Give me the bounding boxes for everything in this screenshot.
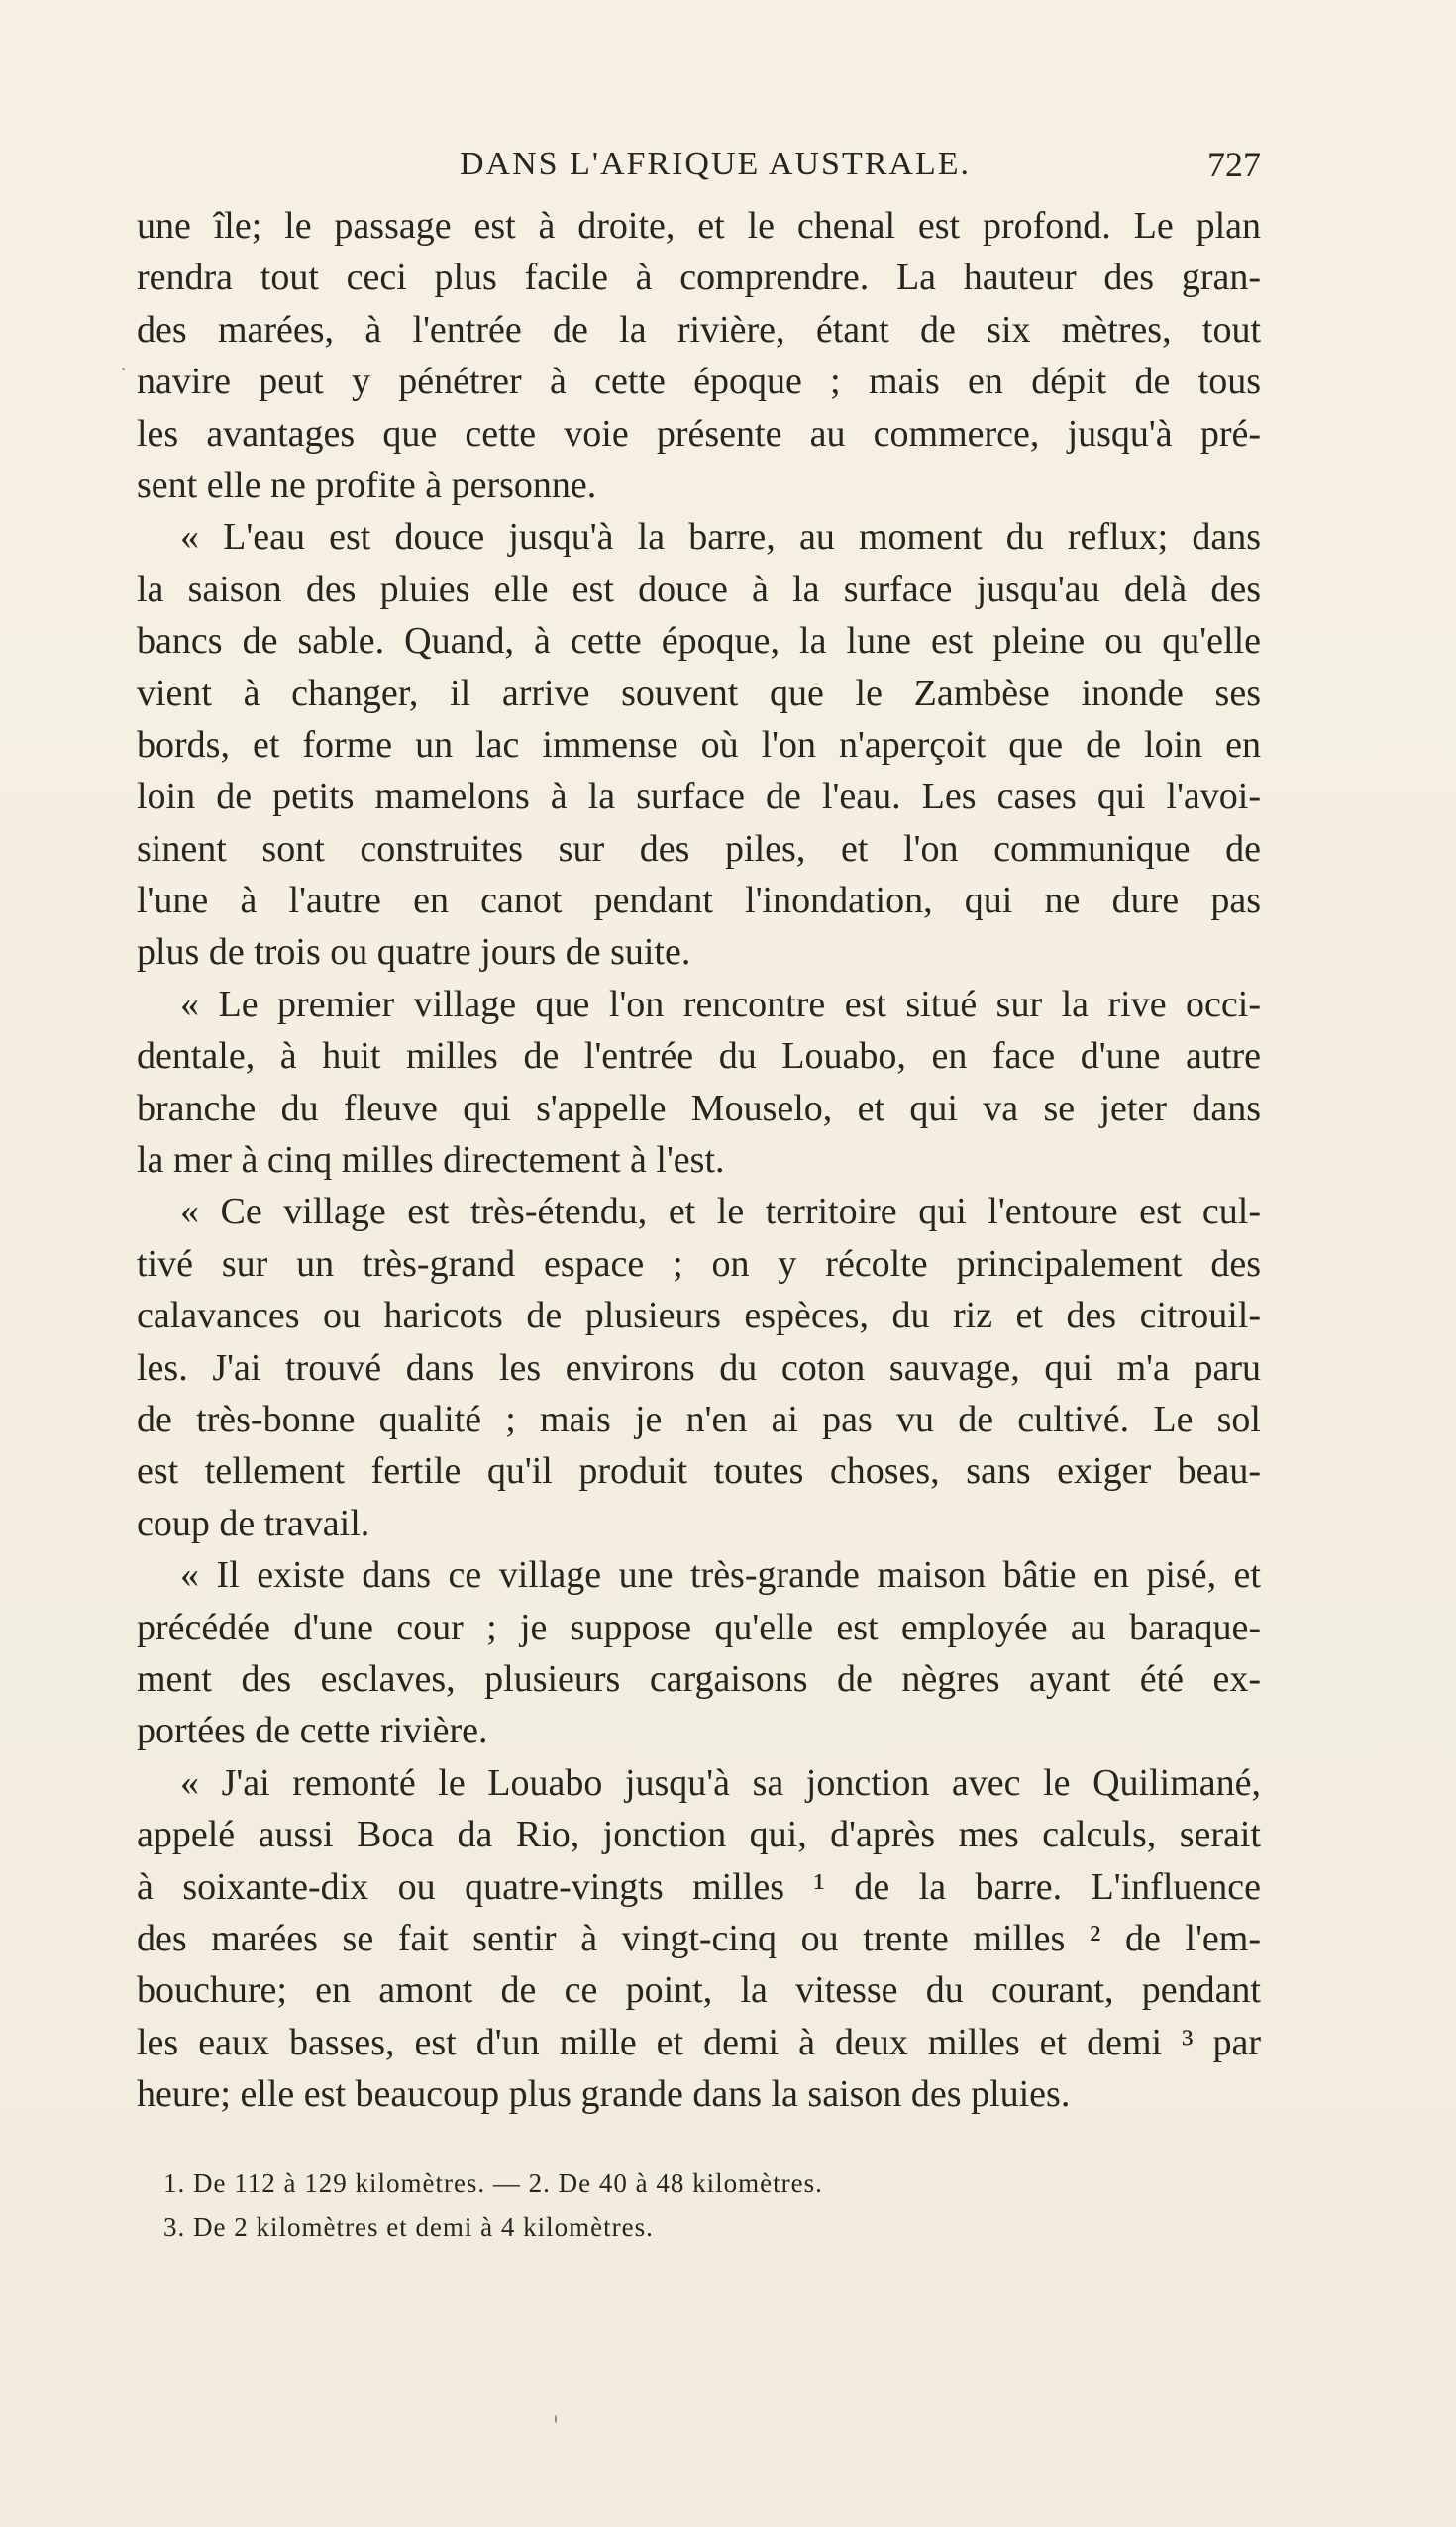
text-line: « Il existe dans ce village une très-grande maison bâtie en pisé, et <box>180 1554 1261 1597</box>
footnote: 1. De 112 à 129 kilomètres. — 2. De 40 à 48 kilomètres. <box>163 2168 823 2198</box>
text-line: calavances ou haricots de plusieurs espèces, du riz et des citrouil- <box>137 1295 1261 1337</box>
text-line: une île; le passage est à droite, et le chenal est profond. Le plan <box>137 205 1261 247</box>
paper-speck <box>122 368 125 370</box>
text-line: branche du fleuve qui s'appelle Mouselo, et qui va se jeter dans <box>137 1087 1261 1129</box>
text-line: l'une à l'autre en canot pendant l'inondation, qui ne dure pas <box>137 880 1261 922</box>
text-line: plus de trois ou quatre jours de suite. <box>137 931 691 974</box>
text-line: navire peut y pénétrer à cette époque ; mais en dépit de tous <box>137 361 1261 403</box>
text-line: sent elle ne profite à personne. <box>137 464 597 506</box>
text-line: dentale, à huit milles de l'entrée du Louabo, en face d'une autre <box>137 1035 1261 1078</box>
text-line: tivé sur un très-grand espace ; on y récolte principalement des <box>137 1242 1261 1285</box>
text-line: les avantages que cette voie présente au commerce, jusqu'à pré- <box>137 412 1261 455</box>
paper-speck <box>555 2415 557 2423</box>
running-title: DANS L'AFRIQUE AUSTRALE. <box>460 146 971 182</box>
text-line: loin de petits mamelons à la surface de l'eau. Les cases qui l'avoi- <box>137 776 1261 818</box>
text-line: coup de travail. <box>137 1502 370 1544</box>
text-line: ment des esclaves, plusieurs cargaisons de nègres ayant été ex- <box>137 1657 1261 1700</box>
text-line: la saison des pluies elle est douce à la surface jusqu'au delà des <box>137 568 1261 610</box>
text-line: bords, et forme un lac immense où l'on n'aperçoit que de loin en <box>137 723 1261 766</box>
text-line: bancs de sable. Quand, à cette époque, la lune est pleine ou qu'elle <box>137 620 1261 663</box>
text-line: des marées, à l'entrée de la rivière, étant de six mètres, tout <box>137 308 1261 351</box>
text-line: vient à changer, il arrive souvent que le Zambèse inonde ses <box>137 672 1261 714</box>
text-line: appelé aussi Boca da Rio, jonction qui, d'après mes calculs, serait <box>137 1814 1261 1856</box>
text-line: « Ce village est très-étendu, et le territoire qui l'entoure est cul- <box>180 1191 1261 1233</box>
text-line: des marées se fait sentir à vingt-cinq ou trente milles ² de l'em- <box>137 1917 1261 1959</box>
text-line: bouchure; en amont de ce point, la vitesse du courant, pendant <box>137 1969 1261 2012</box>
text-line: « L'eau est douce jusqu'à la barre, au moment du reflux; dans <box>180 516 1261 559</box>
text-line: de très-bonne qualité ; mais je n'en ai pas vu de cultivé. Le sol <box>137 1398 1261 1440</box>
text-line: « J'ai remonté le Louabo jusqu'à sa jonction avec le Quilimané, <box>180 1761 1261 1804</box>
text-line: portées de cette rivière. <box>137 1710 488 1752</box>
text-line: les. J'ai trouvé dans les environs du coton sauvage, qui m'a paru <box>137 1346 1261 1389</box>
page-header <box>137 141 1261 190</box>
text-line: les eaux basses, est d'un mille et demi à deux milles et demi ³ par <box>137 2021 1261 2063</box>
text-line: est tellement fertile qu'il produit toutes choses, sans exiger beau- <box>137 1450 1261 1493</box>
text-line: à soixante-dix ou quatre-vingts milles ¹ de la barre. L'influence <box>137 1865 1261 1908</box>
text-line: sinent sont construites sur des piles, et l'on communique de <box>137 827 1261 870</box>
body-text <box>137 200 1261 2120</box>
text-line: heure; elle est beaucoup plus grande dans la saison des pluies. <box>137 2073 1071 2116</box>
footnotes <box>163 2161 1015 2249</box>
text-line: rendra tout ceci plus facile à comprendre. La hauteur des gran- <box>137 257 1261 299</box>
text-line: la mer à cinq milles directement à l'est. <box>137 1139 725 1182</box>
footnote: 3. De 2 kilomètres et demi à 4 kilomètres. <box>163 2212 654 2242</box>
text-line: « Le premier village que l'on rencontre est situé sur la rive occi- <box>180 983 1261 1025</box>
page-number: 727 <box>1207 145 1261 184</box>
text-line: précédée d'une cour ; je suppose qu'elle est employée au baraque- <box>137 1606 1261 1648</box>
